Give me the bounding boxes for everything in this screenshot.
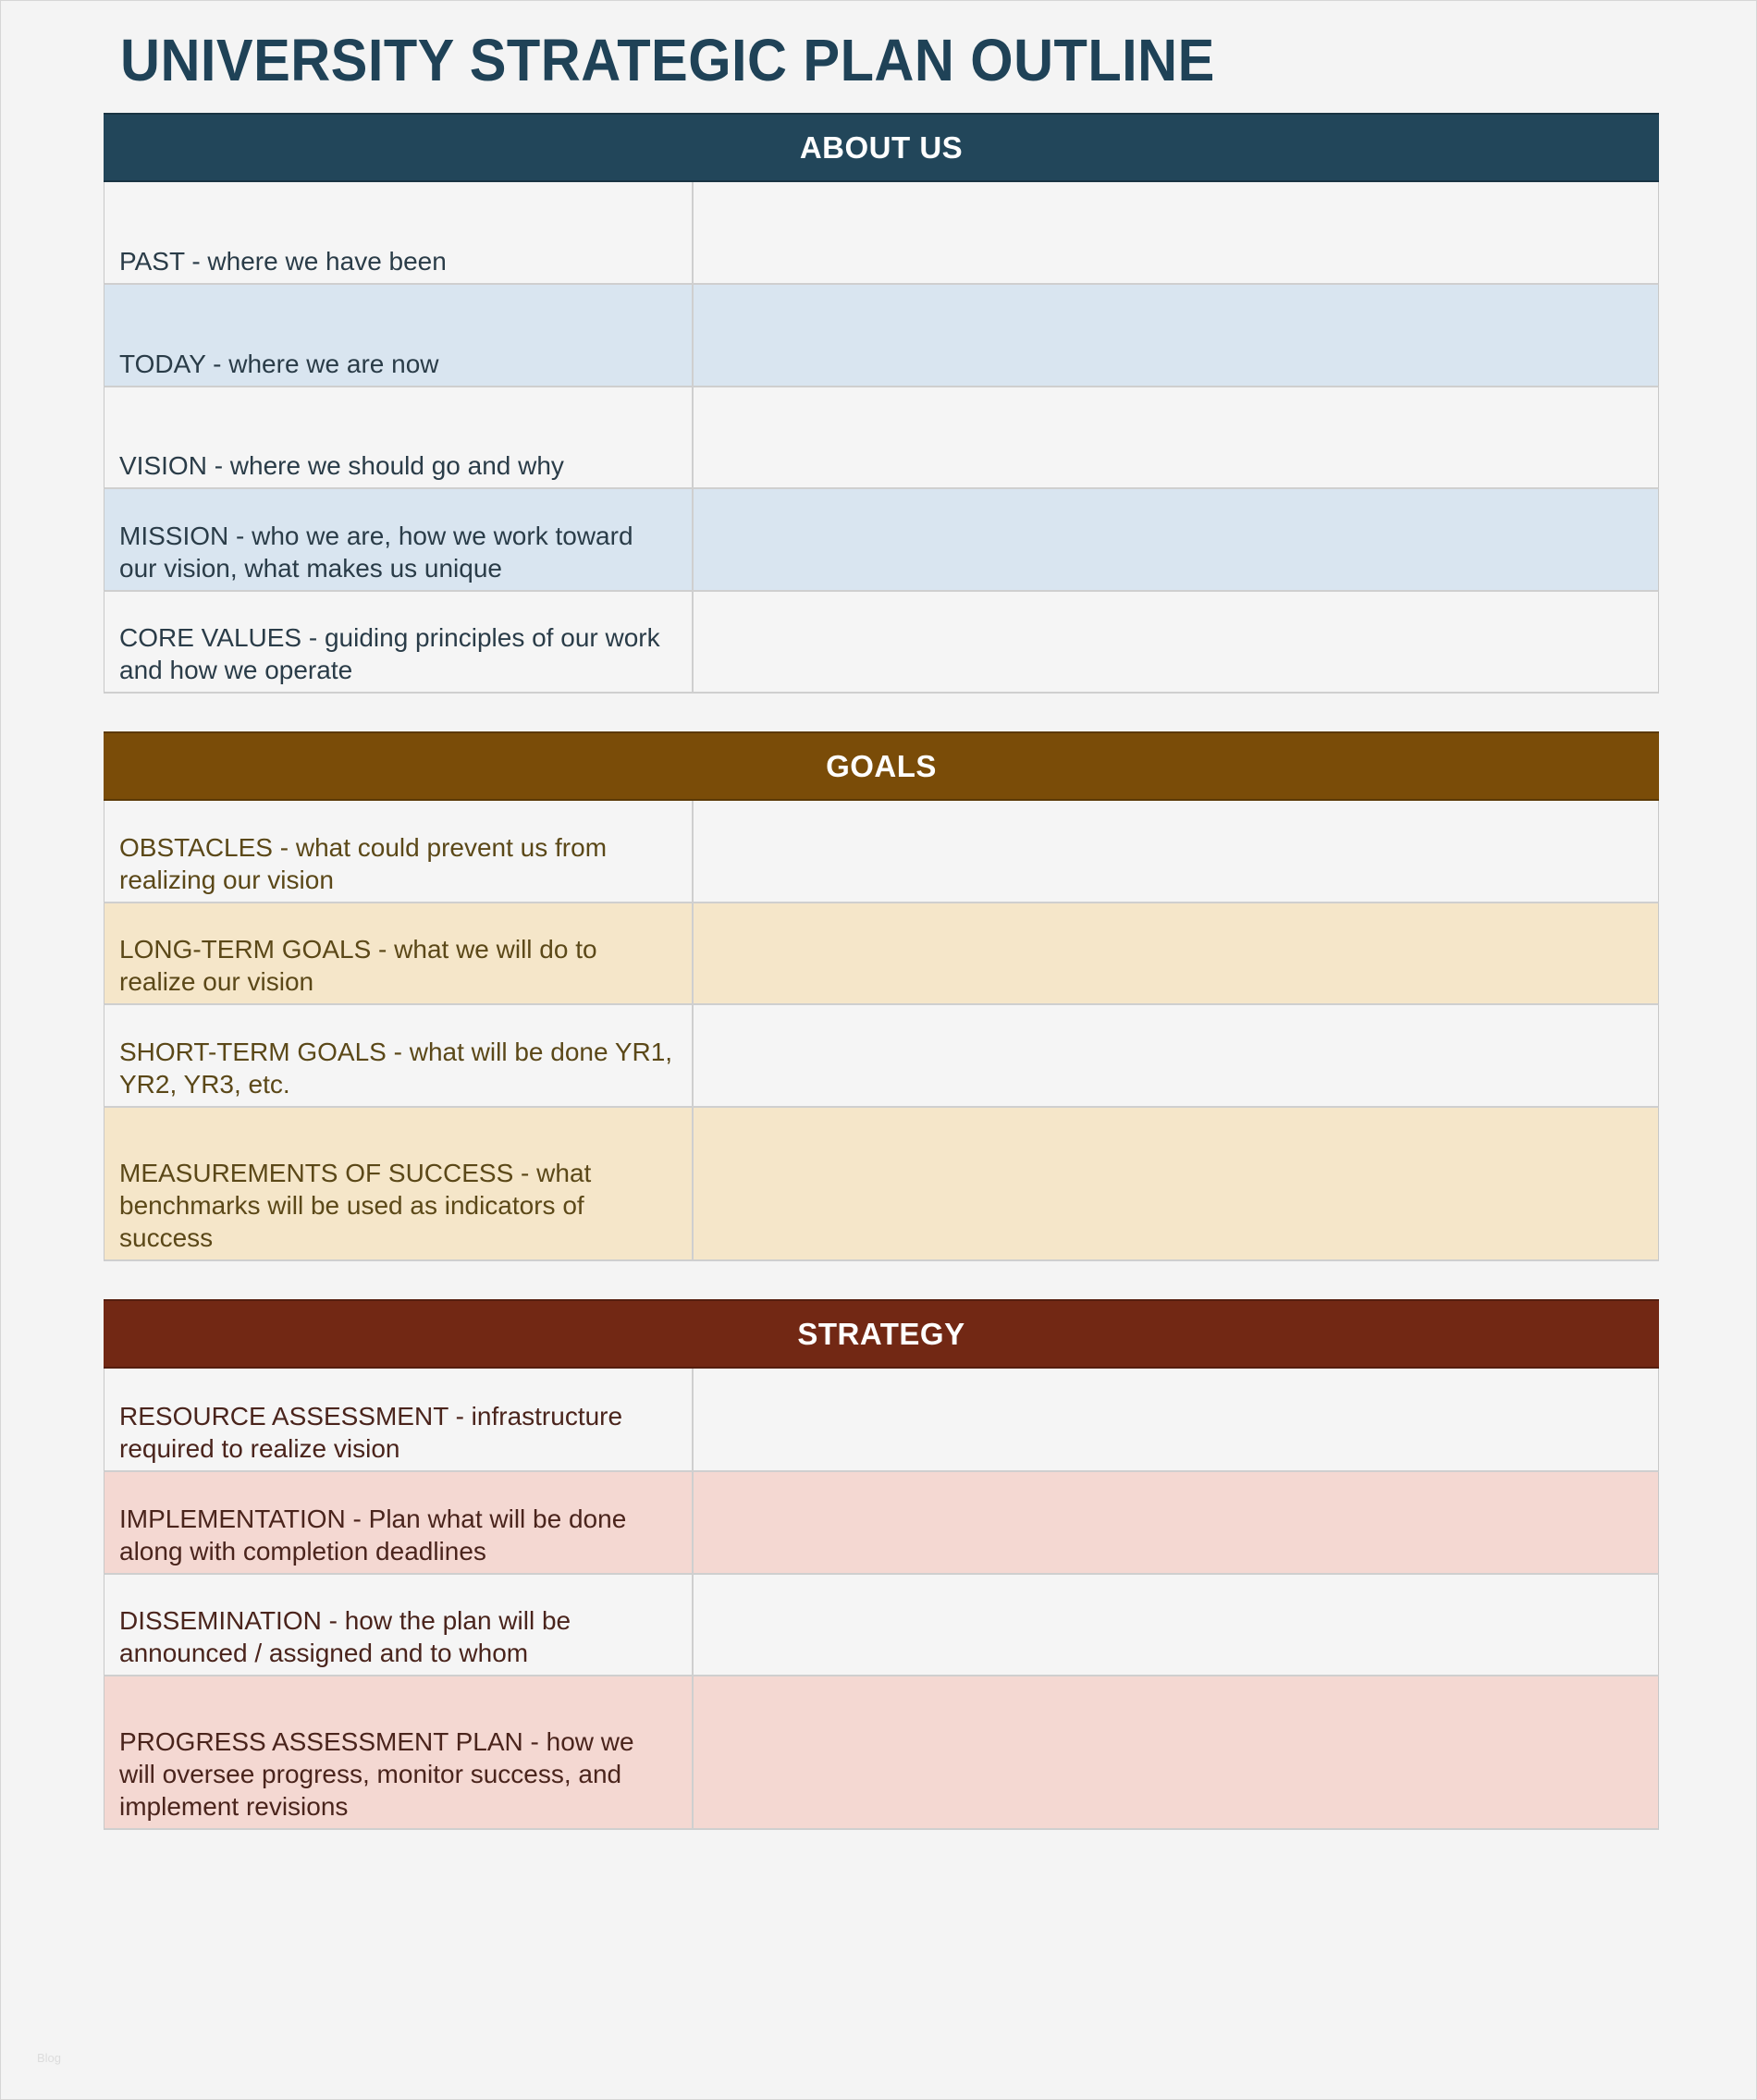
table-row-core-values — [104, 592, 1659, 694]
section-header-about-us: ABOUT US — [104, 113, 1659, 182]
row-label: VISION - where we should go and why — [104, 387, 694, 487]
table-row-progress-assessment-plan — [104, 1676, 1659, 1830]
section-strategy — [104, 1299, 1659, 1830]
row-label: PROGRESS ASSESSMENT PLAN - how we will oversee progress, monitor success, and implement revisions — [104, 1676, 694, 1828]
table-row-long-term-goals — [104, 903, 1659, 1005]
row-label: DISSEMINATION - how the plan will be announced / assigned and to whom — [104, 1575, 694, 1675]
table-row-measurements-of-success — [104, 1108, 1659, 1261]
row-label: MISSION - who we are, how we work toward our vision, what makes us unique — [104, 489, 694, 590]
row-label: TODAY - where we are now — [104, 285, 694, 386]
row-label: LONG-TERM GOALS - what we will do to realize our vision — [104, 903, 694, 1003]
row-value-cell[interactable] — [694, 1472, 1658, 1573]
row-label: MEASUREMENTS OF SUCCESS - what benchmarks will be used as indicators of success — [104, 1108, 694, 1259]
row-label: SHORT-TERM GOALS - what will be done YR1, YR2, YR3, etc. — [104, 1005, 694, 1106]
table-row-implementation — [104, 1472, 1659, 1575]
row-value-cell[interactable] — [694, 592, 1658, 692]
row-value-cell[interactable] — [694, 1005, 1658, 1106]
row-value-cell[interactable] — [694, 387, 1658, 487]
table-row-resource-assessment — [104, 1369, 1659, 1472]
watermark: Blog — [37, 2051, 62, 2065]
row-value-cell[interactable] — [694, 1369, 1658, 1470]
row-value-cell[interactable] — [694, 489, 1658, 590]
row-value-cell[interactable] — [694, 903, 1658, 1003]
table-row-dissemination — [104, 1575, 1659, 1676]
table-row-today — [104, 285, 1659, 387]
page-title: UNIVERSITY STRATEGIC PLAN OUTLINE — [120, 27, 1215, 93]
row-value-cell[interactable] — [694, 1676, 1658, 1828]
table-row-obstacles — [104, 801, 1659, 903]
row-label: IMPLEMENTATION - Plan what will be done along with completion deadlines — [104, 1472, 694, 1573]
row-value-cell[interactable] — [694, 801, 1658, 902]
table-row-mission — [104, 489, 1659, 592]
row-value-cell[interactable] — [694, 1108, 1658, 1259]
row-value-cell[interactable] — [694, 182, 1658, 283]
row-label: RESOURCE ASSESSMENT - infrastructure required to realize vision — [104, 1369, 694, 1470]
row-value-cell[interactable] — [694, 285, 1658, 386]
table-row-past — [104, 182, 1659, 285]
row-label: OBSTACLES - what could prevent us from realizing our vision — [104, 801, 694, 902]
section-about-us — [104, 113, 1659, 694]
table-row-short-term-goals — [104, 1005, 1659, 1108]
section-goals — [104, 731, 1659, 1261]
section-header-strategy: STRATEGY — [104, 1299, 1659, 1369]
row-value-cell[interactable] — [694, 1575, 1658, 1675]
section-header-goals: GOALS — [104, 731, 1659, 801]
table-row-vision — [104, 387, 1659, 489]
row-label: CORE VALUES - guiding principles of our work and how we operate — [104, 592, 694, 692]
row-label: PAST - where we have been — [104, 182, 694, 283]
